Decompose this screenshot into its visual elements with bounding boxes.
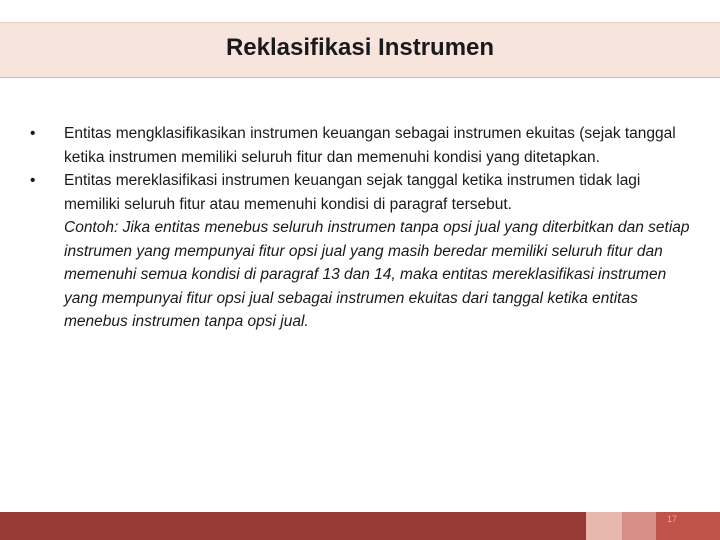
slide-content — [30, 122, 700, 334]
bullet-text: Entitas mereklasifikasi instrumen keuangan sejak tanggal ketika instrumen tidak lagi memiliki seluruh fitur atau memenuhi kondisi di paragraf tersebut. — [64, 172, 641, 213]
bullet-text: Entitas mengklasifikasikan instrumen keuangan sebagai instrumen ekuitas (sejak tanggal ketika instrumen memiliki seluruh fitur dan memenuhi kondisi yang ditetapkan. — [64, 125, 676, 166]
footer-accent-block — [688, 512, 720, 540]
bullet-item-2 — [30, 169, 700, 334]
slide-title: Reklasifikasi Instrumen — [225, 34, 495, 61]
bullet-item-1 — [30, 122, 700, 169]
title-band — [0, 22, 720, 78]
footer-accent-block — [622, 512, 656, 540]
footer-accent-block — [586, 512, 622, 540]
bullet-marker: • — [30, 125, 36, 142]
bullet-marker: • — [30, 172, 36, 189]
page-number: 17 — [666, 514, 677, 524]
example-text: Contoh: Jika entitas menebus seluruh instrumen tanpa opsi jual yang diterbitkan dan setiap instrumen yang mempunyai fitur opsi jual yang masih beredar memiliki seluruh fitur dan memenuhi semua kondisi di paragraf 13 dan 14, maka entitas mereklasifikasi instrumen yang mempunyai fitur opsi jual sebagai instrumen ekuitas dari tanggal ketika entitas menebus instrumen tanpa opsi jual. — [64, 219, 690, 330]
